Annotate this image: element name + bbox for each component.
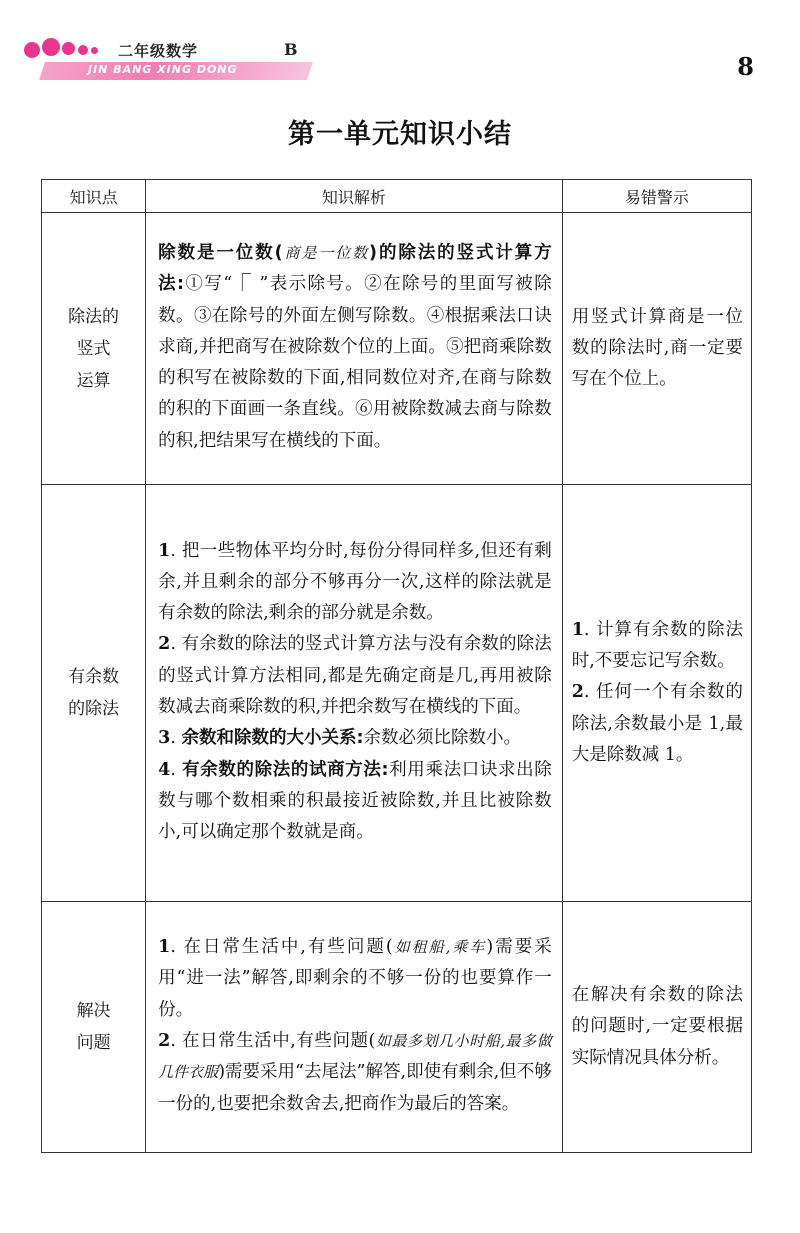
analysis-body: 利用乘法口诀求出除数与哪个数相乘的积最接近被除数,并且比被除数小,可以确定那个数就是商。 [158,759,552,843]
knowledge-summary-table [41,179,752,1153]
lead-text: )的除法的竖式计算方法: [158,242,552,295]
book-edition: B [284,40,298,59]
warning-text: 用竖式计算商是一位数的除法时,商一定要写在个位上。 [571,306,743,390]
analysis-cell [146,213,563,485]
item-number: 4 [158,759,171,780]
topic-line: 除法的 [68,306,120,327]
header-analysis: 知识解析 [146,180,563,213]
paren-note: 如最多划几小时船,最多做几件衣服 [158,1032,552,1082]
topic-line: 问题 [76,1033,111,1053]
analysis-body: 在日常生活中,有些问题( [182,1031,376,1051]
lead-text: 余数和除数的大小关系: [181,728,364,749]
page-number: 8 [737,52,754,81]
analysis-body: 余数必须比除数小。 [363,728,521,749]
page-header [22,34,312,84]
analysis-cell: 1. 把一些物体平均分时,每份分得同样多,但还有剩余,并且剩余的部分不够再分一次,这样的除法就是有余数的除法,剩余的部分就是余数。 2. 有余数的除法的竖式计算方法与没有余数的除法的竖式计算方法相同,都是先确定商是几,再用被除数减去商乘除数的积,并把余数写在横线的下面。 3. 余数和除数的大小关系:余数必须比除数小。 4. 有余数的除法的试商方法:利用乘法口诀求出除数与哪个数相乘的积最接近被除数,并且比被除数小,可以确定那个数就是商。 [146,485,563,902]
warning-cell [562,902,751,1153]
item-number: 2 [158,1031,171,1051]
analysis-cell: 1. 在日常生活中,有些问题(如租船,乘车)需要采用“进一法”解答,即剩余的不够一份的也要算作一份。 2. 在日常生活中,有些问题(如最多划几小时船,最多做几件衣服)需要采用“去尾法”解答,即使有剩余,但不够一份的,也要把余数舍去,把商作为最后的答案。 [146,902,563,1153]
item-number: 2 [158,634,171,655]
analysis-body: )需要采用“进一法”解答,即剩余的不够一份的也要算作一份。 [158,937,552,1020]
header-warning: 易错警示 [562,180,751,213]
warning-text: 在解决有余数的除法的问题时,一定要根据实际情况具体分析。 [571,985,743,1068]
topic-line: 竖式 [76,338,111,359]
table-header-row [42,180,752,213]
header-topic: 知识点 [42,180,146,213]
topic-line: 有余数 [68,667,120,687]
header-band-text: JIN BANG XING DONG [88,63,238,76]
page-title: 第一单元知识小结 [288,119,512,150]
item-number: 3 [158,728,171,749]
item-number: 1 [158,937,171,958]
table-row [42,902,752,1153]
item-number: 1 [158,540,171,561]
warning-cell: 1. 计算有余数的除法时,不要忘记写余数。 2. 任何一个有余数的除法,余数最小是 1,最大是除数减 1。 [562,485,751,902]
topic-line: 解决 [76,1001,111,1021]
item-number: 1 [571,619,584,640]
analysis-body: 把一些物体平均分时,每份分得同样多,但还有剩余,并且剩余的部分不够再分一次,这样的除法就是有余数的除法,剩余的部分就是余数。 [158,540,552,624]
analysis-body: )需要采用“去尾法”解答,即使有剩余,但不够一份的,也要把余数舍去,把商作为最后的答案。 [158,1062,552,1114]
lead-text: 有余数的除法的试商方法: [182,759,389,780]
book-title: 二年级数学 [118,42,199,60]
analysis-body: ①写“⎾ ”表示除号。②在除号的里面写被除数。③在除号的外面左侧写除数。④根据乘法口诀求商,并把商写在被除数个位的上面。⑤把商乘除数的积写在被除数的下面,相同数位对齐,在商与除数的积的下面画一条直线。⑥用被除数减去商与除数的积,把结果写在横线的下面。 [158,274,552,451]
topic-cell [42,485,146,902]
table-row [42,485,752,902]
topic-cell [42,902,146,1153]
lead-text: 除数是一位数( [158,242,283,263]
topic-line: 的除法 [68,699,120,719]
decorative-dots-icon [22,34,112,64]
paren-note: 如租船,乘车 [392,938,487,957]
warning-text: 计算有余数的除法时,不要忘记写余数。 [571,619,743,672]
warning-cell [562,213,751,485]
item-number: 2 [571,682,584,703]
warning-text: 任何一个有余数的除法,余数最小是 1,最大是除数减 1。 [571,682,743,765]
paren-note: 商是一位数 [282,243,370,262]
analysis-body: 有余数的除法的竖式计算方法与没有余数的除法的竖式计算方法相同,都是先确定商是几,再用被除数减去商乘除数的积,并把余数写在横线的下面。 [158,634,552,717]
topic-cell [42,213,146,485]
analysis-body: 在日常生活中,有些问题( [183,937,393,958]
topic-line: 运算 [76,370,111,391]
table-row [42,213,752,485]
